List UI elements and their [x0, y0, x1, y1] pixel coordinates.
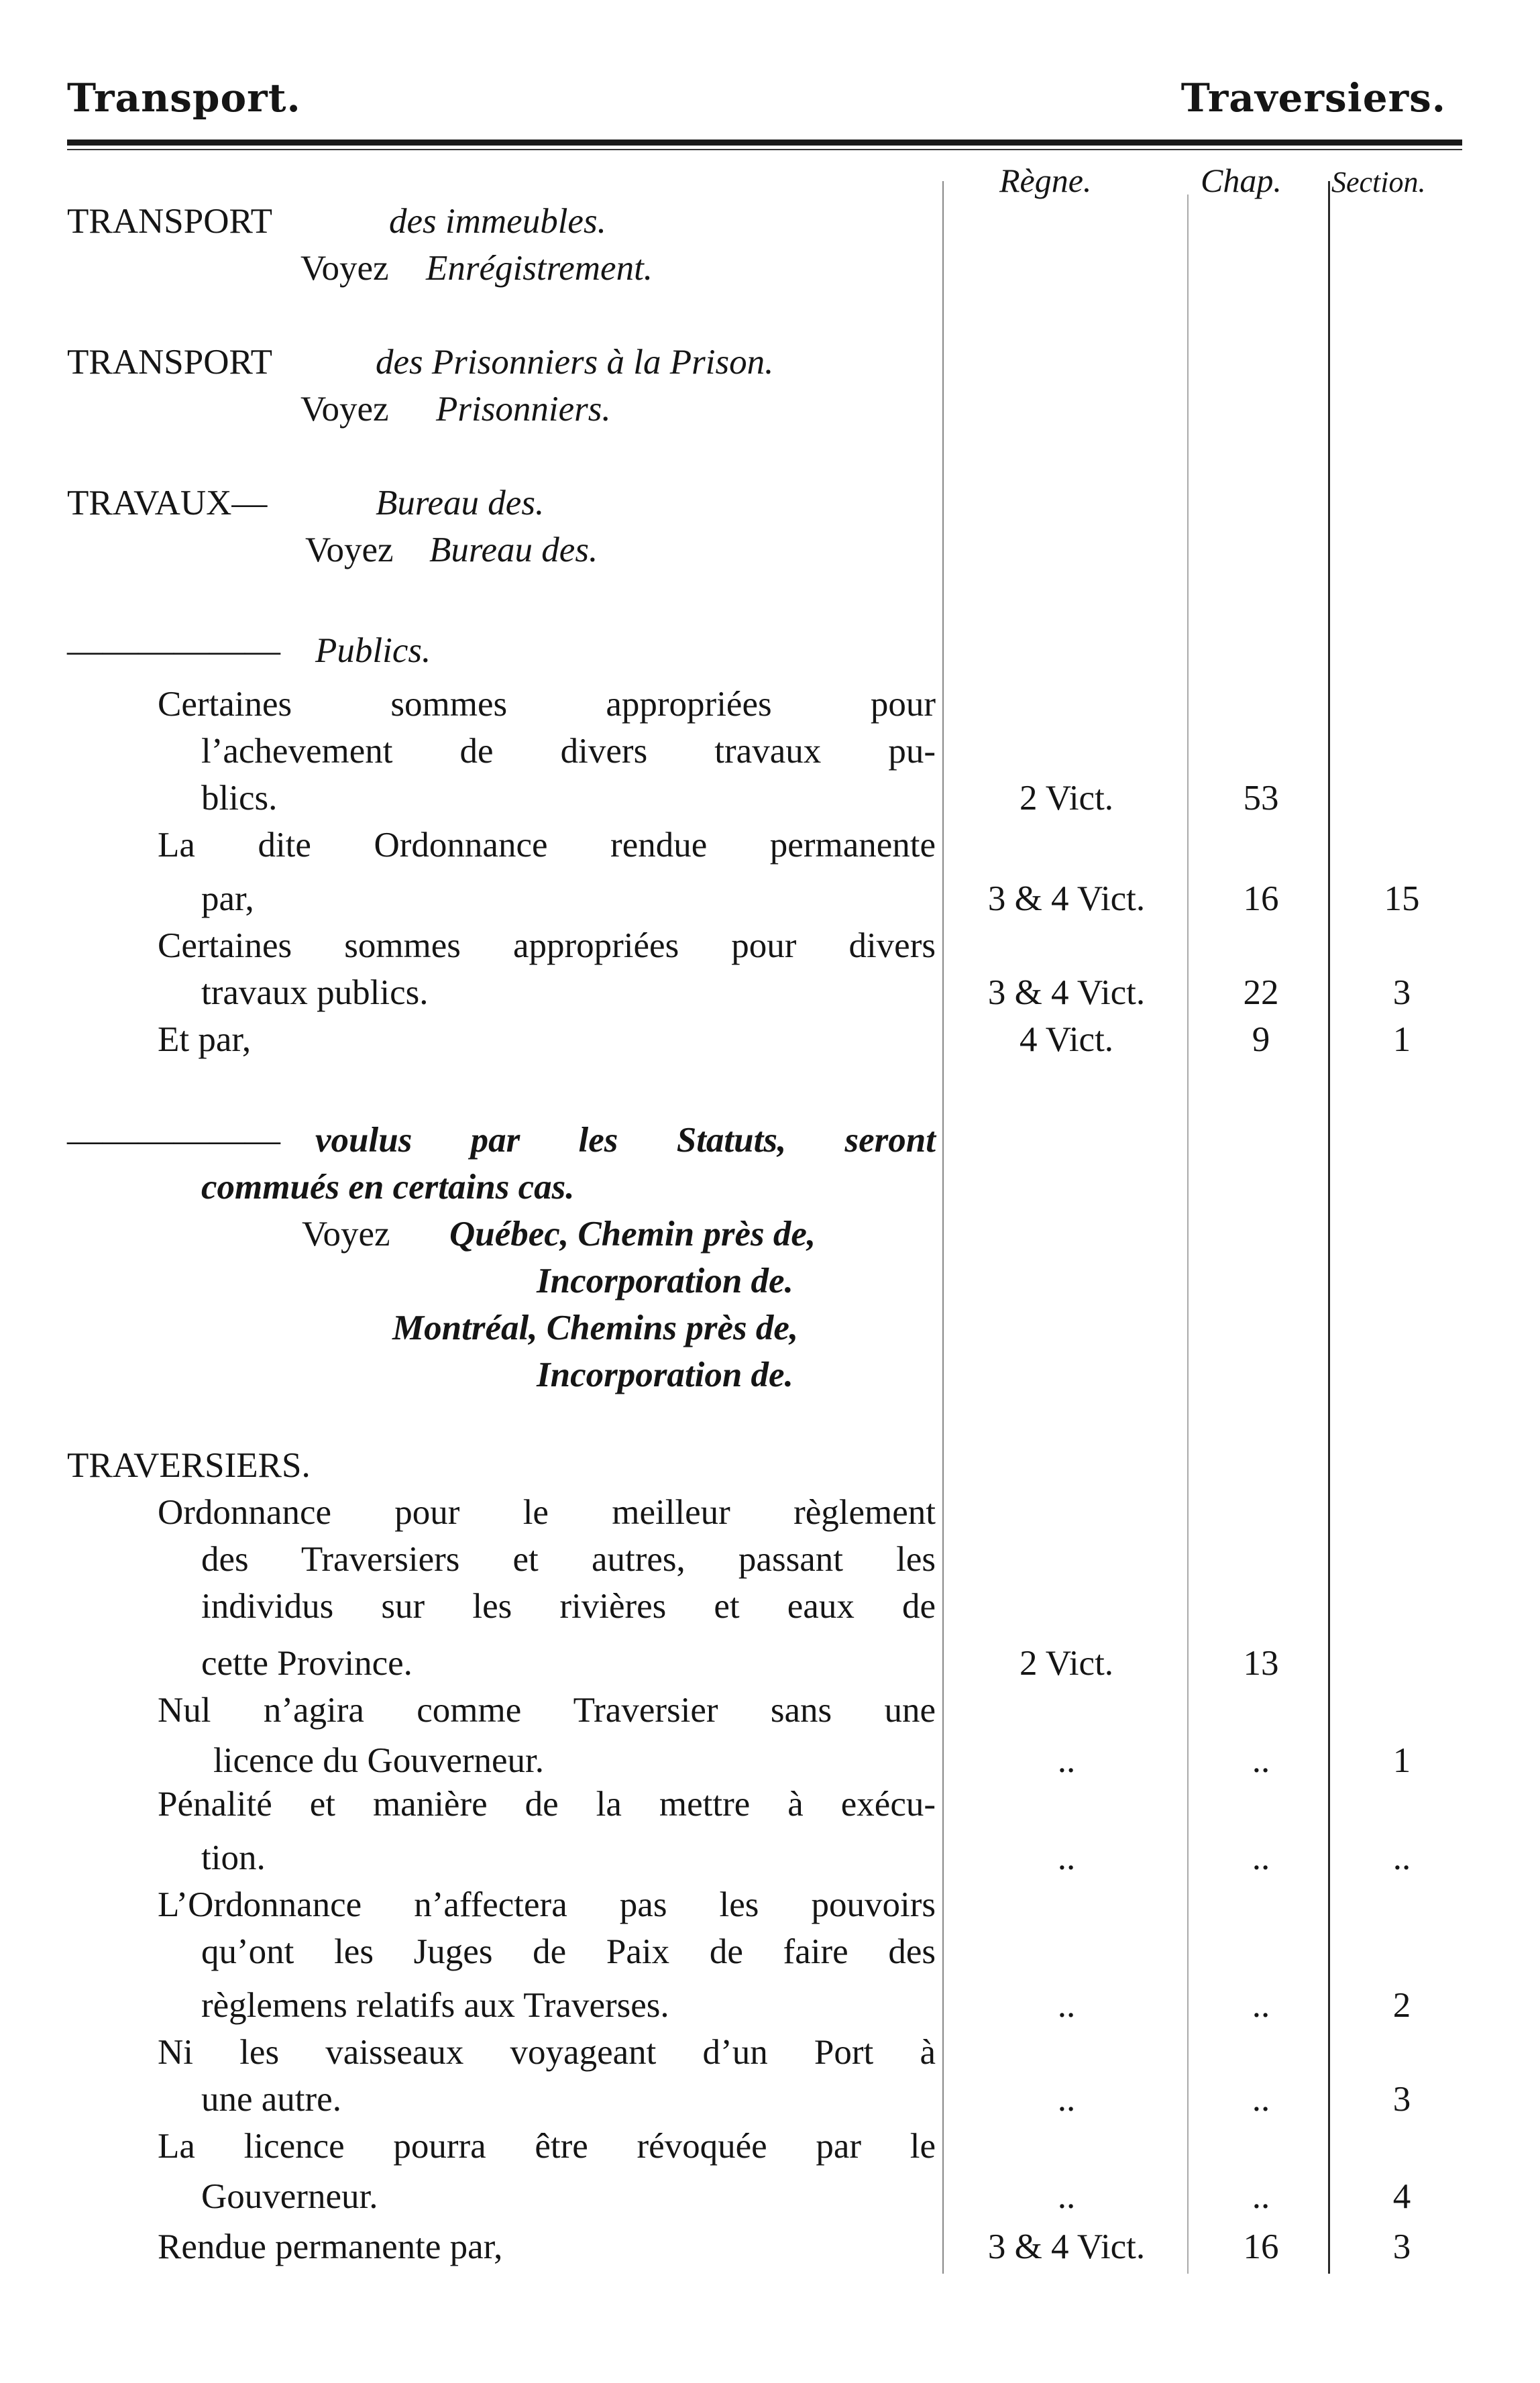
index-line: [0, 1351, 1540, 1398]
entry-text: blics.: [201, 779, 278, 818]
column-header-section: Section.: [1331, 166, 1426, 199]
entry-text: ——————: [67, 631, 280, 670]
index-line: [0, 198, 1540, 245]
entry-text: Québec, Chemin près de,: [449, 1215, 816, 1254]
entry-text: commués en certains cas.: [201, 1168, 575, 1207]
index-line: [0, 1211, 1540, 1258]
entry-text: Voyez: [305, 531, 394, 569]
index-line: [0, 775, 1540, 822]
index-line: [0, 1489, 1540, 1536]
entry-text: Et par,: [158, 1020, 252, 1059]
index-line: [0, 1164, 1540, 1211]
index-line: [0, 2173, 1540, 2220]
entry-text: voulus par les Statuts, seront: [315, 1121, 936, 1160]
index-line: [0, 1781, 1540, 1828]
entry-text: ——————: [67, 1121, 280, 1160]
entry-text: Voyez: [302, 1215, 390, 1254]
entry-text: Bureau des.: [376, 484, 545, 522]
index-line: [0, 1536, 1540, 1583]
entry-text: La dite Ordonnance rendue permanente: [158, 826, 936, 865]
entry-text: des immeubles.: [389, 202, 606, 241]
entry-text: Incorporation de.: [537, 1355, 793, 1394]
entry-text: individus sur les rivières et eaux de: [201, 1587, 936, 1626]
index-line: [0, 339, 1540, 386]
index-line: [0, 969, 1540, 1016]
entry-text: Nul n’agira comme Traversier sans une: [158, 1691, 936, 1730]
entry-text: L’Ordonnance n’affectera pas les pouvoirs: [158, 1885, 936, 1924]
entry-text: TRANSPORT: [67, 343, 273, 382]
regne-value: ..: [1057, 1741, 1076, 1780]
index-line: [0, 627, 1540, 674]
entry-text: Bureau des.: [429, 531, 598, 569]
chapter-value: ..: [1252, 2080, 1270, 2119]
entry-text: Montréal, Chemins près de,: [392, 1309, 799, 1347]
index-line: [0, 1016, 1540, 1063]
index-line: [0, 1305, 1540, 1351]
entry-text: par,: [201, 879, 254, 918]
entry-text: Certaines sommes appropriées pour divers: [158, 926, 936, 965]
index-line: [0, 527, 1540, 573]
header-rule-thin: [67, 149, 1462, 150]
index-line: [0, 1258, 1540, 1305]
index-line: [0, 681, 1540, 728]
index-line: [0, 1982, 1540, 2029]
section-value: 1: [1392, 1020, 1411, 1059]
section-value: 3: [1392, 2080, 1411, 2119]
regne-value: 4 Vict.: [1019, 1020, 1114, 1059]
index-line: [0, 728, 1540, 775]
section-value: ..: [1392, 1838, 1411, 1877]
entry-text: Pénalité et manière de la mettre à exécu-: [158, 1785, 936, 1824]
entry-text: règlemens relatifs aux Traverses.: [201, 1986, 669, 2025]
index-line: [0, 480, 1540, 527]
chapter-value: 16: [1243, 879, 1279, 918]
index-line: [0, 1442, 1540, 1489]
entry-text: Incorporation de.: [537, 1262, 793, 1300]
index-line: [0, 1640, 1540, 1687]
chapter-value: ..: [1252, 2177, 1270, 2216]
entry-text: Certaines sommes appropriées pour: [158, 685, 936, 724]
regne-value: 3 & 4 Vict.: [987, 2227, 1146, 2266]
index-line: [0, 1737, 1540, 1784]
index-line: [0, 2123, 1540, 2170]
index-line: [0, 922, 1540, 969]
index-line: [0, 875, 1540, 922]
index-line: [0, 822, 1540, 869]
entry-text: l’achevement de divers travaux pu-: [201, 732, 936, 771]
regne-value: ..: [1057, 1986, 1076, 2025]
chapter-value: 53: [1243, 779, 1279, 818]
column-header-regne: Règne.: [999, 162, 1092, 199]
index-line: [0, 2076, 1540, 2123]
entry-text: cette Province.: [201, 1644, 412, 1683]
index-line: [0, 1834, 1540, 1881]
entry-text: Rendue permanente par,: [158, 2227, 503, 2266]
regne-value: ..: [1057, 2177, 1076, 2216]
header-rule-thick: [67, 140, 1462, 146]
chapter-value: 13: [1243, 1644, 1279, 1683]
entry-text: TRAVERSIERS.: [67, 1446, 311, 1485]
index-line: [0, 2029, 1540, 2076]
entry-text: TRANSPORT: [67, 202, 273, 241]
index-line: [0, 1583, 1540, 1630]
entry-text: des Prisonniers à la Prison.: [376, 343, 774, 382]
chapter-value: 9: [1252, 1020, 1270, 1059]
section-value: 1: [1392, 1741, 1411, 1780]
entry-text: Voyez: [300, 390, 389, 429]
chapter-value: 16: [1243, 2227, 1279, 2266]
entry-text: Publics.: [315, 631, 431, 670]
entry-text: TRAVAUX—: [67, 484, 268, 522]
index-line: [0, 386, 1540, 433]
regne-value: 2 Vict.: [1019, 779, 1114, 818]
chapter-value: 22: [1243, 973, 1279, 1012]
regne-value: ..: [1057, 1838, 1076, 1877]
entry-text: licence du Gouverneur.: [213, 1741, 544, 1780]
index-line: [0, 1117, 1540, 1164]
chapter-value: ..: [1252, 1838, 1270, 1877]
index-line: [0, 2223, 1540, 2270]
section-value: 3: [1392, 973, 1411, 1012]
index-line: [0, 245, 1540, 292]
entry-text: travaux publics.: [201, 973, 429, 1012]
entry-text: Ordonnance pour le meilleur règlement: [158, 1493, 936, 1532]
entry-text: Enrégistrement.: [426, 249, 653, 288]
regne-value: ..: [1057, 2080, 1076, 2119]
section-value: 2: [1392, 1986, 1411, 2025]
column-header-chap: Chap.: [1201, 162, 1282, 199]
section-value: 15: [1384, 879, 1420, 918]
entry-text: Gouverneur.: [201, 2177, 378, 2216]
entry-text: une autre.: [201, 2080, 341, 2119]
entry-text: Prisonniers.: [436, 390, 611, 429]
entry-text: des Traversiers et autres, passant les: [201, 1540, 936, 1579]
index-line: [0, 1687, 1540, 1734]
entry-text: Voyez: [300, 249, 389, 288]
regne-value: 2 Vict.: [1019, 1644, 1114, 1683]
entry-text: La licence pourra être révoquée par le: [158, 2127, 936, 2166]
running-head-left: Transport.: [67, 75, 301, 121]
index-line: [0, 1881, 1540, 1928]
chapter-value: ..: [1252, 1986, 1270, 2025]
entry-text: tion.: [201, 1838, 266, 1877]
regne-value: 3 & 4 Vict.: [987, 973, 1146, 1012]
regne-value: 3 & 4 Vict.: [987, 879, 1146, 918]
section-value: 3: [1392, 2227, 1411, 2266]
entry-text: Ni les vaisseaux voyageant d’un Port à: [158, 2033, 936, 2072]
index-line: [0, 1928, 1540, 1975]
entry-text: qu’ont les Juges de Paix de faire des: [201, 1932, 936, 1971]
chapter-value: ..: [1252, 1741, 1270, 1780]
running-head-right: Traversiers.: [1180, 75, 1446, 121]
section-value: 4: [1392, 2177, 1411, 2216]
